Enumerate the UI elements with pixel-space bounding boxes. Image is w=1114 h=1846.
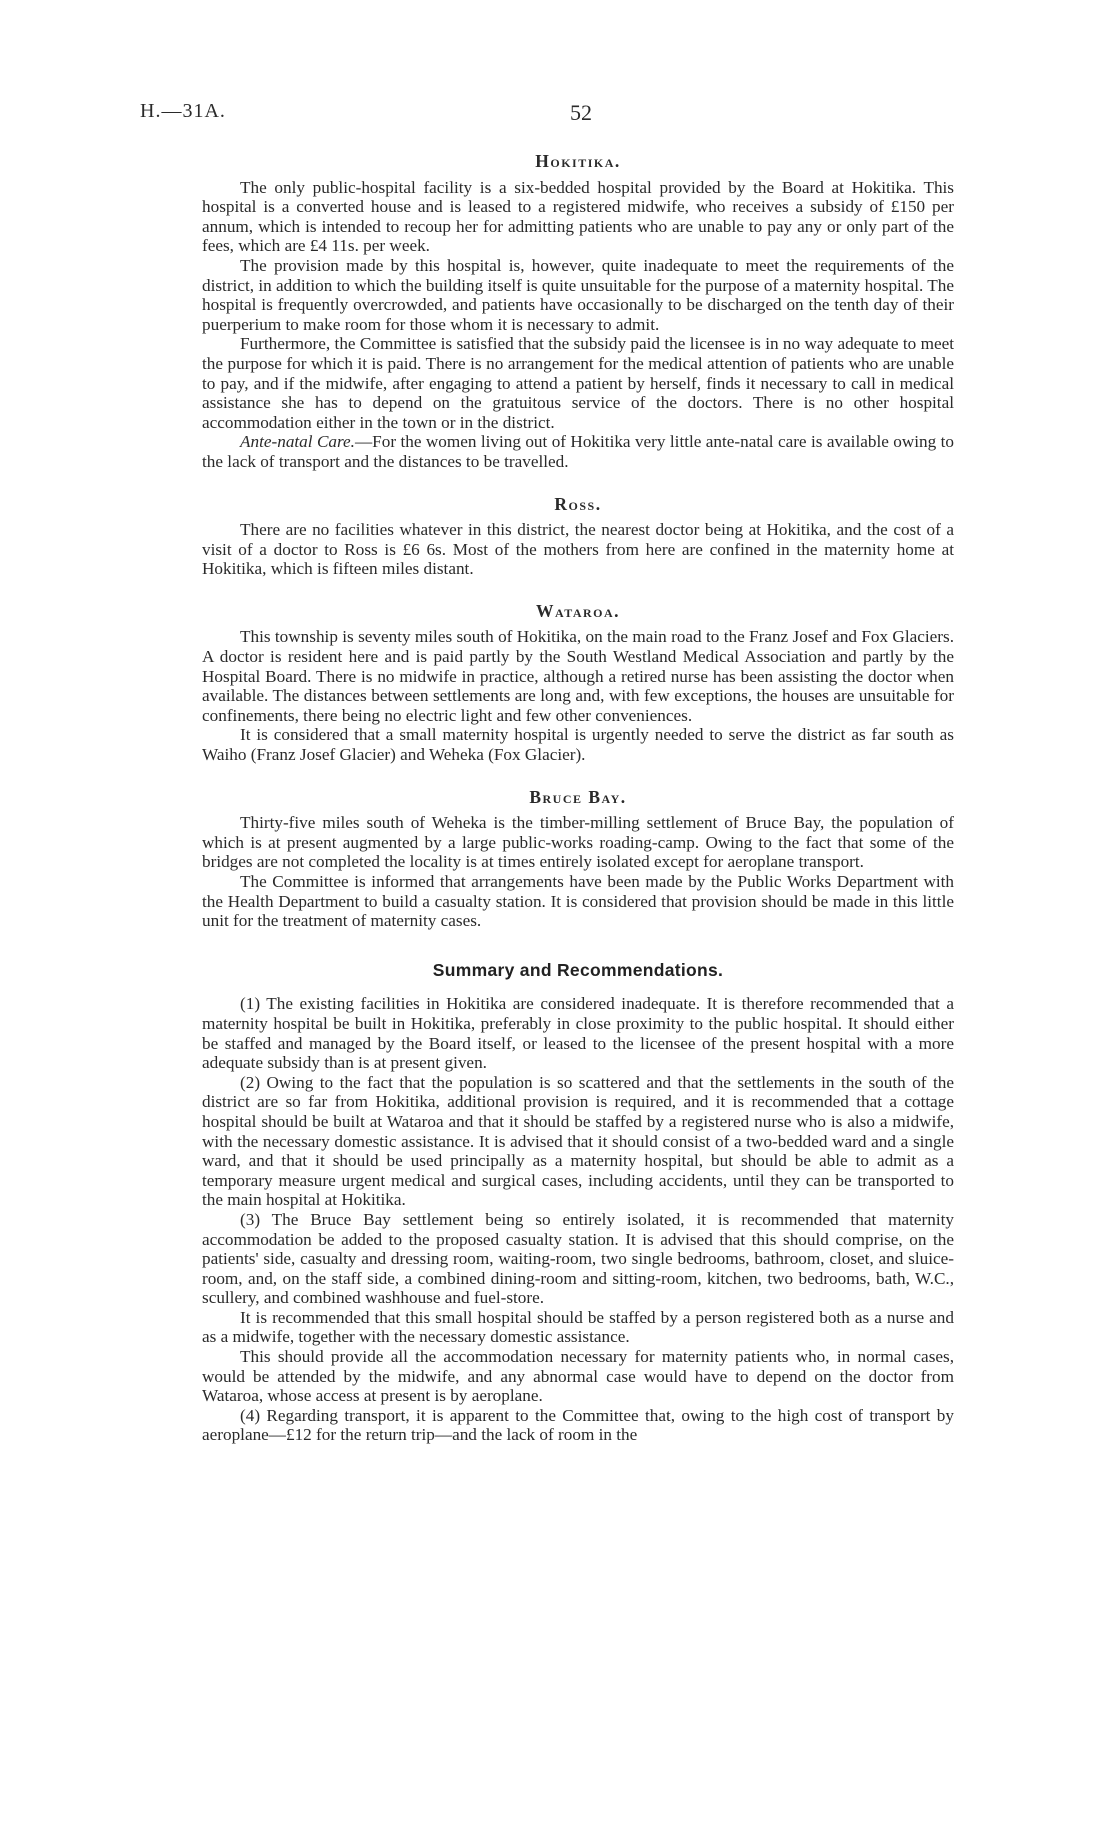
page-number: 52 — [570, 100, 592, 125]
section-heading: Hokitika. — [535, 151, 621, 171]
paragraph: Thirty-five miles south of Weheka is the timber-milling settlement of Bruce Bay, the population of which is at present augmented by a large public-works roading-camp. Owing to the fact that some of the bridges are not completed the locality is at times entirely isolated except for aeroplane transport. — [202, 813, 954, 872]
section-wataroa — [202, 602, 954, 765]
antenatal-text: —For the women living out of Hokitika very little ante-natal care is available owing to the lack of transport and the distances to be travelled. — [202, 432, 954, 471]
paragraph: This should provide all the accommodation necessary for maternity patients who, in normal cases, would be attended by the midwife, and any abnormal case would have to depend on the doctor from Wataroa, whose access at present is by aeroplane. — [202, 1347, 954, 1406]
paragraph-antenatal — [202, 432, 954, 471]
paragraph: (1) The existing facilities in Hokitika are considered inadequate. It is therefore recommended that a maternity hospital be built in Hokitika, preferably in close proximity to the public hospital. It should either be staffed and managed by the Board itself, or leased to the licensee of the present hospital with a more adequate subsidy than is at present given. — [202, 994, 954, 1073]
section-heading: Bruce Bay. — [529, 786, 627, 807]
paragraph: (4) Regarding transport, it is apparent to the Committee that, owing to the high cost of transport by aeroplane—£12 for the return trip—and the lack of room in the — [202, 1405, 954, 1445]
paragraph: It is considered that a small maternity hospital is urgently needed to serve the district as far south as Waiho (Franz Josef Glacier) and Weheka (Fox Glacier). — [202, 725, 954, 765]
section-heading: Wataroa. — [535, 600, 621, 621]
body-text — [202, 152, 954, 1445]
section-hokitika — [202, 152, 954, 472]
section-ross — [202, 495, 954, 579]
paragraph: It is recommended that this small hospital should be staffed by a person registered both as a nurse and as a midwife, together with the necessary domestic assistance. — [202, 1307, 954, 1347]
paragraph: (3) The Bruce Bay settlement being so entirely isolated, it is recommended that maternity accommodation be added to the proposed casualty station. It is advised that this should comprise, on the patients' side, casualty and dressing room, waiting-room, two single bedrooms, bathroom, closet, and sluice-room, and, on the staff side, a combined dining-room and sitting-room, kitchen, two bedrooms, bath, W.C., scullery, and combined washhouse and fuel-store. — [202, 1209, 954, 1308]
paragraph: The Committee is informed that arrangements have been made by the Public Works Department with the Health Department to build a casualty station. It is considered that provision should be made in this little unit for the treatment of maternity cases. — [202, 872, 954, 931]
document-code: H.—31A. — [140, 100, 226, 122]
page-header — [0, 100, 1114, 130]
paragraph: The provision made by this hospital is, however, quite inadequate to meet the requirements of the district, in addition to which the building itself is quite unsuitable for the purpose of a maternity hospital. The hospital is frequently overcrowded, and patients have occasionally to be discharged on the tenth day of their puerperium to make room for those whom it is necessary to admit. — [202, 255, 954, 334]
summary-heading: Summary and Recommendations. — [432, 959, 724, 980]
section-bruce-bay — [202, 788, 954, 931]
paragraph: Furthermore, the Committee is satisfied that the subsidy paid the licensee is in no way adequate to meet the purpose for which it is paid. There is no arrangement for the medical attention of patients who are unable to pay, and if the midwife, after engaging to attend a patient by herself, finds it necessary to call in medical assistance she has to depend on the gratuitous service of the doctors. There is no other hospital accommodation either in the town or in the district. — [202, 334, 954, 432]
antenatal-label: Ante-natal Care. — [240, 432, 355, 452]
paragraph: (2) Owing to the fact that the population is so scattered and that the settlements in the south of the district are so far from Hokitika, additional provision is required, and it is recommended that a cottage hospital should be built at Wataroa and that it should be staffed by a registered nurse who is also a midwife, with the necessary domestic assistance. It is advised that it should consist of a two-bedded ward and a single ward, and that it should be used principally as a maternity hospital, but should be able to admit as a temporary measure urgent medical and surgical cases, including accidents, until they can be transported to the main hospital at Hokitika. — [202, 1072, 954, 1210]
paragraph: This township is seventy miles south of Hokitika, on the main road to the Franz Josef and Fox Glaciers. A doctor is resident here and is paid partly by the South Westland Medical Association and partly by the Hospital Board. There is no midwife in practice, although a retired nurse has been assisting the doctor when available. The distances between settlements are long and, with few exceptions, the houses are unsuitable for confinements, there being no electric light and few other conveniences. — [202, 627, 954, 725]
paragraph: The only public-hospital facility is a six-bedded hospital provided by the Board at Hokitika. This hospital is a converted house and is leased to a registered midwife, who receives a subsidy of £150 per annum, which is intended to recoup her for admitting patients who are unable to pay any or only part of the fees, which are £4 11s. per week. — [202, 177, 954, 256]
paragraph: There are no facilities whatever in this district, the nearest doctor being at Hokitika, and the cost of a visit of a doctor to Ross is £6 6s. Most of the mothers from here are confined in the maternity home at Hokitika, which is fifteen miles distant. — [202, 520, 954, 579]
section-heading: Ross. — [554, 493, 602, 514]
section-summary — [202, 961, 954, 1445]
